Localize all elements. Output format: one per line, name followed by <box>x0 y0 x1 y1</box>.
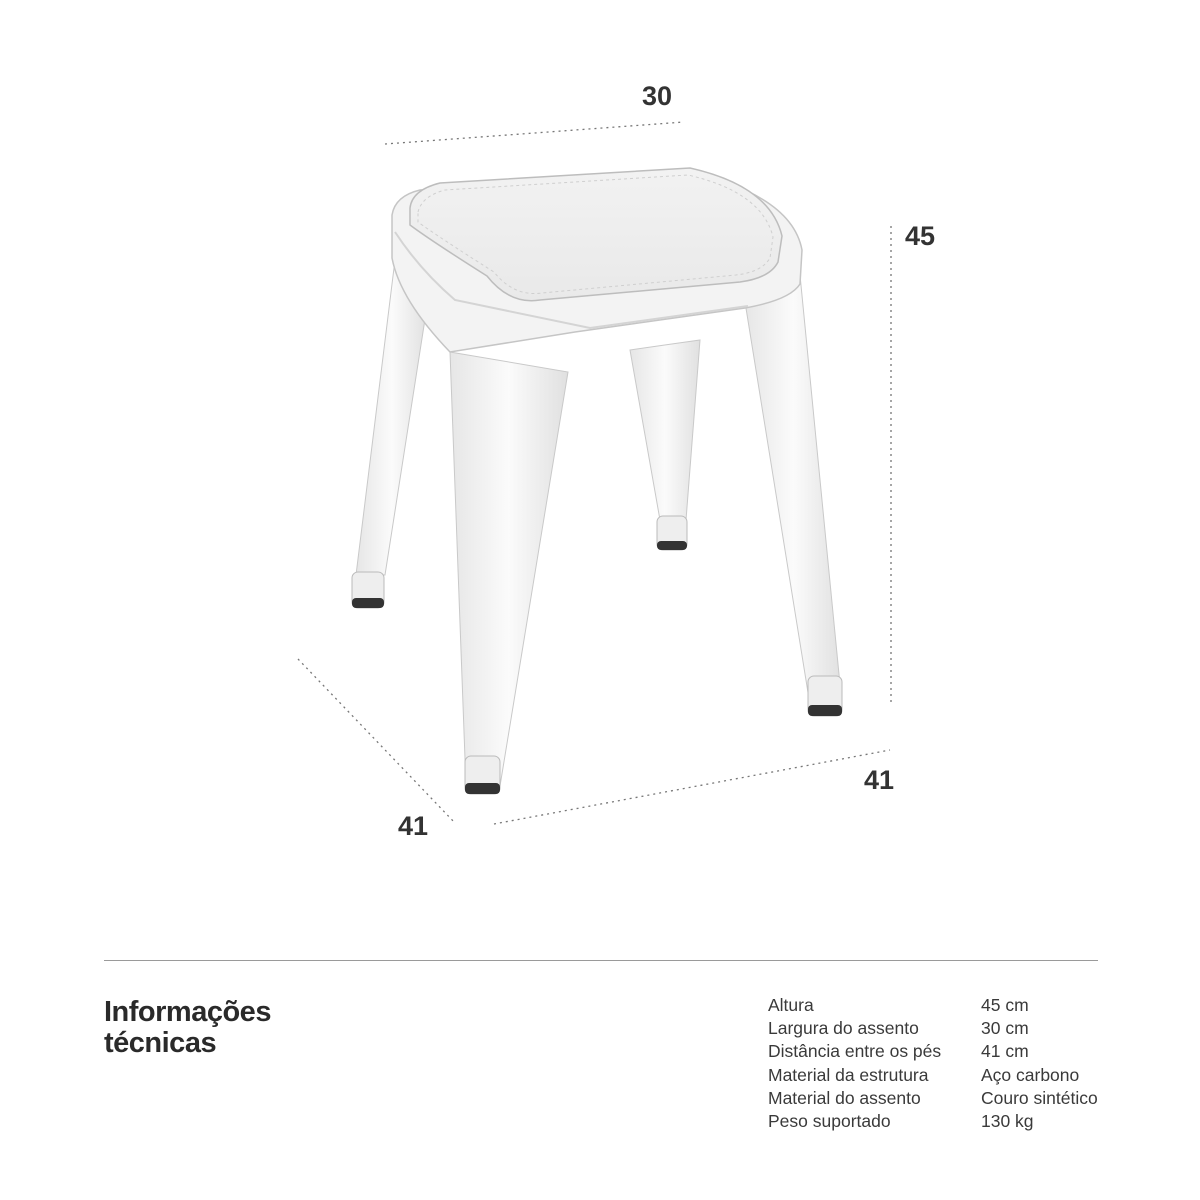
spec-value: 41 cm <box>981 1041 1029 1062</box>
dimension-line-width <box>385 122 684 144</box>
stool-leg-front-right <box>745 275 842 705</box>
spec-label: Largura do assento <box>768 1018 919 1039</box>
dimension-line-depth-left <box>298 659 455 823</box>
spec-label: Peso suportado <box>768 1110 891 1131</box>
stool-leg-back-right <box>630 340 700 520</box>
technical-info-title <box>104 997 271 1059</box>
stool-foot-cap-front-left <box>465 783 500 794</box>
spec-label: Distância entre os pés <box>768 1041 942 1062</box>
dimension-label-height: 45 <box>905 221 936 251</box>
spec-label: Altura <box>768 995 814 1015</box>
spec-value: Aço carbono <box>981 1064 1080 1085</box>
technical-info-title-line1: Informações <box>104 996 271 1028</box>
section-divider <box>104 960 1098 961</box>
spec-label: Material da estrutura <box>768 1064 929 1085</box>
dimension-label-depth-right: 41 <box>864 765 895 795</box>
stool-foot-cap-front-right <box>808 705 842 716</box>
stool-foot-cap-back-left <box>352 598 384 608</box>
dimension-label-depth-left: 41 <box>398 811 429 841</box>
spec-value: 130 kg <box>981 1110 1034 1131</box>
technical-info-title-line2: técnicas <box>104 1027 217 1059</box>
spec-value: 45 cm <box>981 995 1029 1015</box>
stool-leg-back-left <box>356 268 428 575</box>
dimension-label-width: 30 <box>642 81 673 111</box>
spec-value: 30 cm <box>981 1018 1029 1039</box>
spec-value: Couro sintético <box>981 1087 1098 1108</box>
stool-leg-front-left <box>450 352 568 786</box>
stool-foot-cap-back-right <box>657 541 687 550</box>
spec-label: Material do assento <box>768 1087 921 1108</box>
dimension-line-depth-right <box>494 750 890 824</box>
